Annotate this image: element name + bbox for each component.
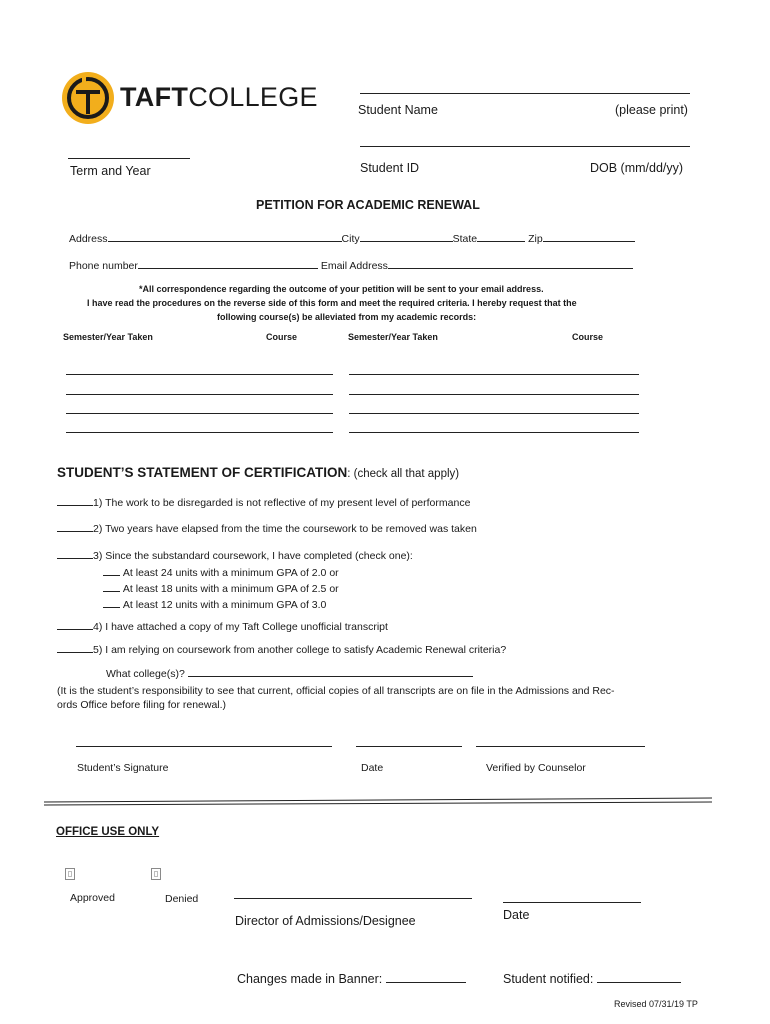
banner-field[interactable]	[386, 969, 466, 983]
student-name-line[interactable]	[360, 93, 690, 94]
cert-sub-option-2-check[interactable]	[103, 580, 120, 592]
cert-item-1	[57, 494, 470, 509]
certification-heading-bold: STUDENT’S STATEMENT OF CERTIFICATION	[57, 465, 348, 480]
cert-item-5	[57, 641, 506, 656]
cert-item-5-text: 5) I am relying on coursework from another college to satisfy Academic Renewal criteria?	[93, 644, 507, 656]
approved-checkbox[interactable]	[65, 868, 75, 880]
cert-sub-option-3-check[interactable]	[103, 596, 120, 608]
cert-sub-option-2	[103, 580, 339, 595]
notified-label: Student notified:	[503, 972, 594, 986]
student-signature-line[interactable]	[76, 746, 332, 747]
section-divider	[0, 792, 770, 812]
notice-line-3: following course(s) be alleviated from my academic records:	[217, 312, 477, 322]
student-name-label: Student Name	[358, 103, 438, 117]
email-label: Email Address	[320, 260, 388, 272]
cert-item-3	[57, 547, 413, 562]
email-field[interactable]	[388, 257, 633, 269]
responsibility-line-2: ords Office before filing for renewal.)	[57, 699, 227, 711]
denied-label: Denied	[165, 893, 199, 905]
please-print-label: (please print)	[615, 103, 688, 117]
what-college-row	[106, 665, 473, 680]
course-row-left[interactable]	[66, 413, 333, 414]
notice-line-2: I have read the procedures on the reverse side of this form and meet the required criteria. I hereby request that the	[87, 298, 577, 308]
cert-item-2	[57, 520, 477, 535]
signature-date-label: Date	[361, 762, 384, 774]
cert-sub-option-1-text: At least 24 units with a minimum GPA of 2.0 or	[122, 567, 339, 579]
student-id-line[interactable]	[360, 146, 690, 147]
student-id-label: Student ID	[360, 161, 420, 175]
address-label: Address	[69, 233, 108, 245]
page-title: PETITION FOR ACADEMIC RENEWAL	[256, 198, 480, 212]
dob-label: DOB (mm/dd/yy)	[590, 161, 684, 175]
banner-label: Changes made in Banner:	[237, 972, 383, 986]
city-label: City	[341, 233, 360, 245]
address-row	[69, 230, 635, 245]
state-label: State	[452, 233, 478, 245]
responsibility-line-1: (It is the student’s responsibility to see that current, official copies of all transcripts are on file in the Admissions and Rec-	[57, 685, 615, 697]
approved-label: Approved	[70, 892, 115, 904]
cert-item-1-check[interactable]	[57, 494, 93, 506]
phone-field[interactable]	[138, 257, 318, 269]
cert-item-4-check[interactable]	[57, 618, 93, 630]
verified-counselor-label: Verified by Counselor	[486, 762, 586, 774]
address-field[interactable]	[108, 230, 342, 242]
city-field[interactable]	[360, 230, 453, 242]
logo-wordmark-bold: TAFT	[120, 82, 189, 112]
cert-sub-option-1-check[interactable]	[103, 564, 120, 576]
director-label: Director of Admissions/Designee	[235, 914, 416, 928]
cert-item-3-text: 3) Since the substandard coursework, I have completed (check one):	[93, 550, 413, 562]
phone-email-row	[69, 257, 633, 272]
signature-date-line[interactable]	[356, 746, 462, 747]
course-row-right[interactable]	[349, 374, 639, 375]
cert-item-1-text: 1) The work to be disregarded is not reflective of my present level of performance	[93, 497, 471, 509]
notice-line-1: *All correspondence regarding the outcome of your petition will be sent to your email address.	[139, 284, 544, 294]
col-header-semester-1: Semester/Year Taken	[63, 332, 153, 342]
revised-footer: Revised 07/31/19 TP	[614, 999, 698, 1009]
cert-item-4	[57, 618, 388, 633]
what-college-label: What college(s)?	[106, 668, 185, 680]
course-row-left[interactable]	[66, 374, 333, 375]
office-date-line[interactable]	[503, 902, 641, 903]
term-year-line[interactable]	[68, 158, 190, 159]
logo-wordmark-regular: COLLEGE	[188, 82, 318, 112]
office-use-heading: OFFICE USE ONLY	[56, 826, 160, 838]
cert-item-5-check[interactable]	[57, 641, 93, 653]
cert-sub-option-3	[103, 596, 326, 611]
cert-sub-option-3-text: At least 12 units with a minimum GPA of 3.0	[122, 599, 327, 611]
state-field[interactable]	[477, 230, 525, 242]
course-row-right[interactable]	[349, 394, 639, 395]
course-row-right[interactable]	[349, 413, 639, 414]
cert-sub-option-1	[103, 564, 339, 579]
cert-item-3-check[interactable]	[57, 547, 93, 559]
director-signature-line[interactable]	[234, 898, 472, 899]
verified-counselor-line[interactable]	[476, 746, 645, 747]
notified-field[interactable]	[597, 969, 681, 983]
zip-field[interactable]	[543, 230, 635, 242]
col-header-course-2: Course	[572, 332, 604, 342]
tc-seal-icon	[60, 70, 116, 126]
course-row-right[interactable]	[349, 432, 639, 433]
col-header-course-1: Course	[266, 332, 298, 342]
student-signature-label: Student’s Signature	[77, 762, 169, 774]
cert-item-4-text: 4) I have attached a copy of my Taft College unofficial transcript	[93, 621, 388, 633]
office-date-label: Date	[503, 908, 530, 922]
cert-sub-option-2-text: At least 18 units with a minimum GPA of 2.5 or	[122, 583, 339, 595]
course-row-left[interactable]	[66, 432, 333, 433]
zip-label: Zip	[528, 233, 543, 245]
course-row-left[interactable]	[66, 394, 333, 395]
denied-checkbox[interactable]	[151, 868, 161, 880]
certification-heading	[57, 464, 459, 482]
col-header-semester-2: Semester/Year Taken	[348, 332, 438, 342]
cert-item-2-text: 2) Two years have elapsed from the time the coursework to be removed was taken	[93, 523, 477, 535]
notified-row	[503, 969, 681, 986]
cert-item-2-check[interactable]	[57, 520, 93, 532]
what-college-field[interactable]	[188, 665, 473, 677]
certification-heading-note: : (check all that apply)	[347, 468, 460, 480]
taft-college-logo	[60, 70, 318, 126]
phone-label: Phone number	[69, 260, 138, 272]
term-year-label: Term and Year	[70, 164, 151, 178]
banner-row	[237, 969, 466, 986]
